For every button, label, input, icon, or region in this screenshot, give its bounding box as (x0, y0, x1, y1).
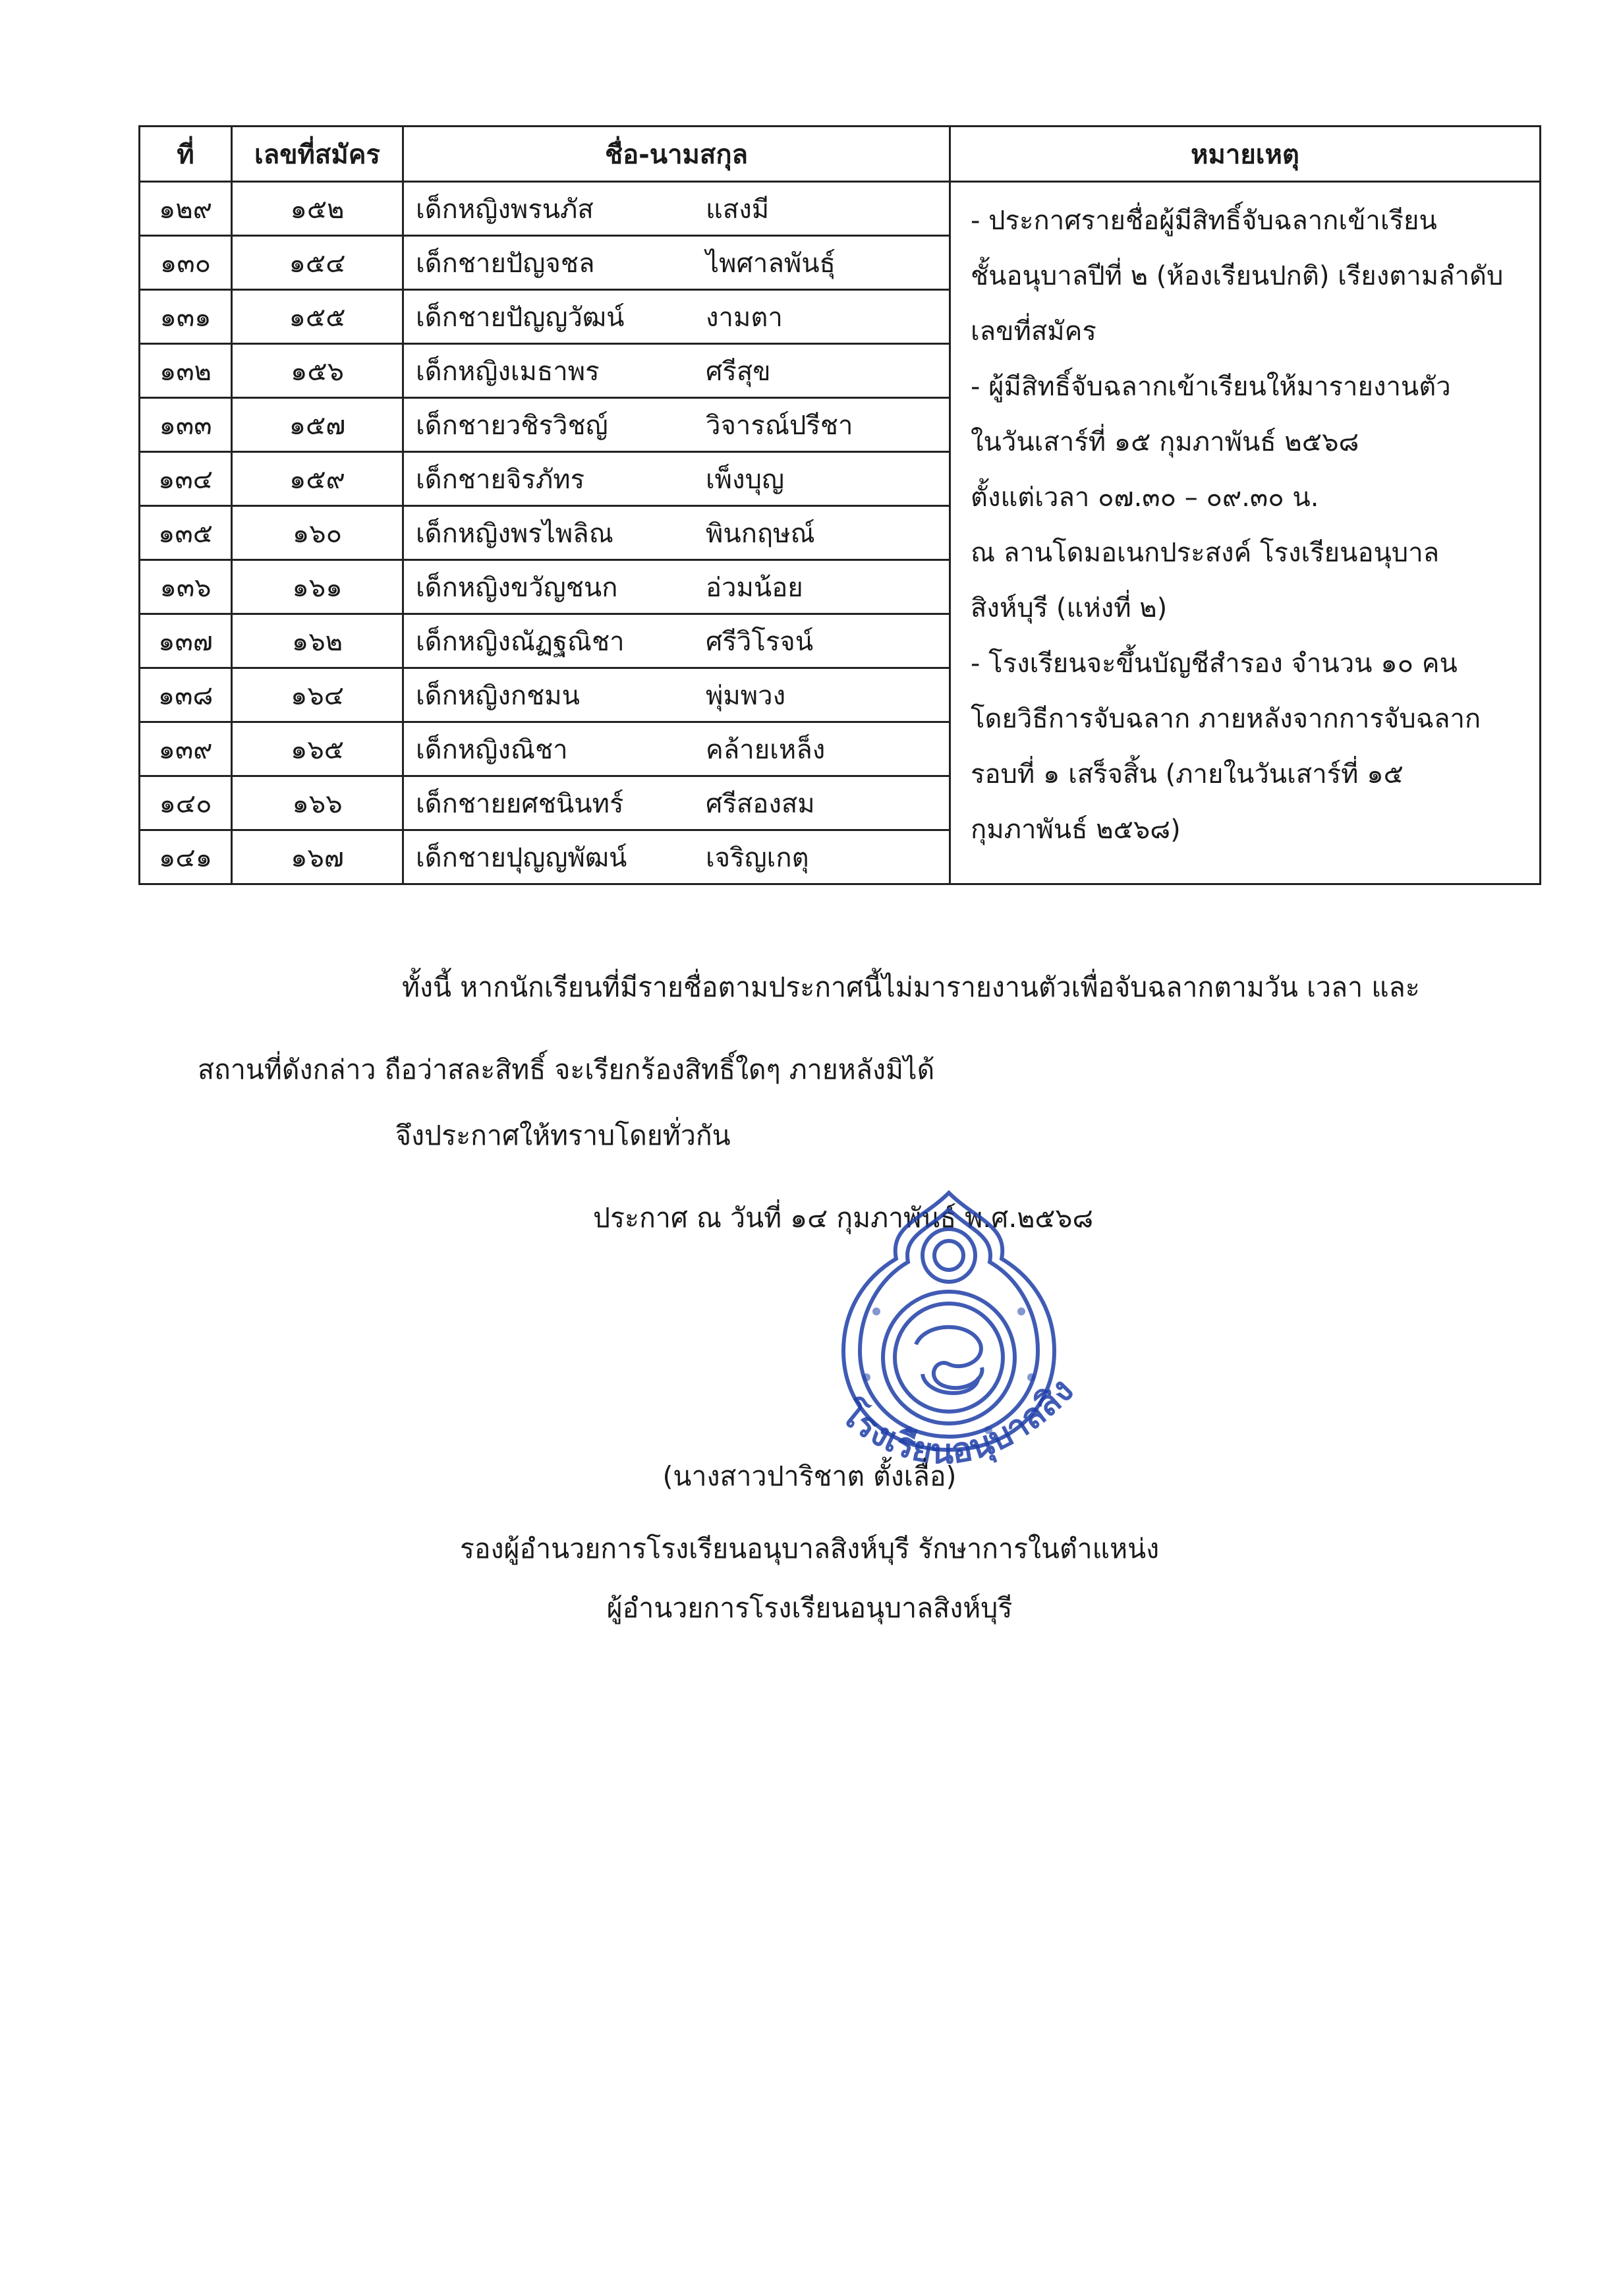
student-given-name: เด็กหญิงพรนภัส (416, 194, 594, 225)
student-given-name: เด็กชายปุญญพัฒน์ (416, 842, 627, 873)
cell-name (403, 290, 950, 344)
cell-application-number: ๑๖๗ (232, 830, 403, 884)
header-name: ชื่อ-นามสกุล (403, 127, 950, 182)
student-family-name: งามตา (706, 302, 783, 333)
cell-no: ๑๓๓ (140, 398, 232, 452)
applicant-table (138, 125, 1541, 885)
announcement-date: ประกาศ ณ วันที่ ๑๔ กุมภาพันธ์ พ.ศ.๒๕๖๘ (593, 1202, 1094, 1234)
cell-application-number: ๑๖๕ (232, 722, 403, 776)
cell-no: ๑๓๐ (140, 236, 232, 290)
student-family-name: ศรีสองสม (706, 788, 815, 819)
header-no: ที่ (140, 127, 232, 182)
student-given-name: เด็กหญิงกชมน (416, 680, 580, 711)
cell-name (403, 506, 950, 560)
remarks-line: เลขที่สมัคร (971, 316, 1096, 347)
remarks-line: โดยวิธีการจับฉลาก ภายหลังจากการจับฉลาก (971, 704, 1481, 734)
notice-paragraph-line-1: ทั้งนี้ หากนักเรียนที่มีรายชื่อตามประกาศนี้ไม่มารายงานตัวเพื่อจับฉลากตามวัน เวลา และ (402, 971, 1420, 1003)
cell-no: ๑๓๕ (140, 506, 232, 560)
cell-application-number: ๑๕๗ (232, 398, 403, 452)
cell-application-number: ๑๖๑ (232, 560, 403, 614)
student-family-name: พินกฤษณ์ (706, 518, 815, 549)
cell-application-number: ๑๕๖ (232, 344, 403, 398)
header-application-number: เลขที่สมัคร (232, 127, 403, 182)
student-given-name: เด็กชายจิรภัทร (416, 464, 585, 495)
remarks-line: สิงห์บุรี (แห่งที่ ๒) (971, 593, 1168, 623)
cell-no: ๑๓๙ (140, 722, 232, 776)
student-family-name: คล้ายเหล็ง (706, 734, 826, 765)
cell-application-number: ๑๕๔ (232, 236, 403, 290)
remarks-line: ชั้นอนุบาลปีที่ ๒ (ห้องเรียนปกติ) เรียงตามลำดับ (971, 261, 1504, 291)
cell-name (403, 830, 950, 884)
remarks-line: ณ ลานโดมอเนกประสงค์ โรงเรียนอนุบาล (971, 538, 1440, 568)
header-remarks: หมายเหตุ (950, 127, 1541, 182)
notice-paragraph-line-2: สถานที่ดังกล่าว ถือว่าสละสิทธิ์ จะเรียกร้องสิทธิ์ใดๆ ภายหลังมิได้ (198, 1054, 935, 1085)
table-body (140, 182, 1541, 884)
cell-application-number: ๑๖๒ (232, 614, 403, 668)
cell-no: ๑๓๒ (140, 344, 232, 398)
student-given-name: เด็กหญิงขวัญชนก (416, 572, 618, 603)
remarks-line: ในวันเสาร์ที่ ๑๕ กุมภาพันธ์ ๒๕๖๘ (971, 427, 1359, 457)
student-given-name: เด็กชายปัญญวัฒน์ (416, 302, 625, 333)
remarks-line: รอบที่ ๑ เสร็จสิ้น (ภายในวันเสาร์ที่ ๑๕ (971, 759, 1404, 789)
school-seal-icon (810, 1180, 1087, 1489)
cell-no: ๑๒๙ (140, 182, 232, 236)
signer-name: (นางสาวปาริชาต ตั้งเลื่อ) (662, 1460, 957, 1492)
student-given-name: เด็กหญิงพรไพลิณ (416, 518, 613, 549)
announcement-closing: จึงประกาศให้ทราบโดยทั่วกัน (395, 1120, 731, 1151)
student-family-name: เพ็งบุญ (706, 464, 785, 495)
student-family-name: พุ่มพวง (706, 680, 786, 711)
remarks-line: - ผู้มีสิทธิ์จับฉลากเข้าเรียนให้มารายงานตัว (971, 372, 1451, 402)
school-seal (810, 1180, 1087, 1489)
cell-application-number: ๑๕๕ (232, 290, 403, 344)
cell-application-number: ๑๖๖ (232, 776, 403, 830)
cell-name (403, 560, 950, 614)
signer-position-line-2: ผู้อำนวยการโรงเรียนอนุบาลสิงห์บุรี (606, 1592, 1013, 1624)
remarks-line: กุมภาพันธ์ ๒๕๖๘) (971, 815, 1181, 845)
cell-name (403, 668, 950, 722)
student-given-name: เด็กชายยศชนินทร์ (416, 788, 624, 819)
cell-no: ๑๓๑ (140, 290, 232, 344)
signer-position-line-1: รองผู้อำนวยการโรงเรียนอนุบาลสิงห์บุรี รักษาการในตำแหน่ง (459, 1533, 1160, 1564)
cell-application-number: ๑๖๐ (232, 506, 403, 560)
cell-name (403, 722, 950, 776)
cell-application-number: ๑๕๙ (232, 452, 403, 506)
cell-no: ๑๓๖ (140, 560, 232, 614)
student-family-name: ศรีวิโรจน์ (706, 626, 814, 657)
student-family-name: อ่วมน้อย (706, 572, 803, 603)
remarks-line: - โรงเรียนจะขึ้นบัญชีสำรอง จำนวน ๑๐ คน (971, 648, 1458, 679)
cell-application-number: ๑๖๔ (232, 668, 403, 722)
student-given-name: เด็กหญิงเมธาพร (416, 356, 600, 387)
cell-no: ๑๔๐ (140, 776, 232, 830)
remarks-line: - ประกาศรายชื่อผู้มีสิทธิ์จับฉลากเข้าเรียน (971, 206, 1437, 236)
cell-name (403, 776, 950, 830)
cell-no: ๑๓๗ (140, 614, 232, 668)
cell-name (403, 614, 950, 668)
student-given-name: เด็กหญิงณัฏฐณิชา (416, 626, 625, 657)
table-header-row (140, 127, 1541, 182)
table-row (140, 182, 1541, 236)
student-family-name: วิจารณ์ปรีชา (706, 410, 853, 441)
remarks-cell (950, 182, 1541, 884)
cell-name (403, 398, 950, 452)
student-family-name: ศรีสุข (706, 356, 771, 387)
student-given-name: เด็กชายปัญจชล (416, 248, 595, 279)
cell-name (403, 182, 950, 236)
cell-no: ๑๔๑ (140, 830, 232, 884)
student-given-name: เด็กชายวชิรวิชญ์ (416, 410, 608, 441)
cell-name (403, 344, 950, 398)
cell-name (403, 236, 950, 290)
student-given-name: เด็กหญิงณิชา (416, 734, 568, 765)
student-family-name: เจริญเกตุ (706, 842, 809, 873)
student-family-name: ไพศาลพันธุ์ (706, 248, 836, 279)
student-family-name: แสงมี (706, 194, 770, 225)
cell-name (403, 452, 950, 506)
cell-application-number: ๑๕๒ (232, 182, 403, 236)
remarks-line: ตั้งแต่เวลา ๐๗.๓๐ – ๐๙.๓๐ น. (971, 482, 1319, 513)
cell-no: ๑๓๘ (140, 668, 232, 722)
seal-text: โรงเรียนอนุบาลสิง (833, 1371, 1082, 1472)
cell-no: ๑๓๔ (140, 452, 232, 506)
